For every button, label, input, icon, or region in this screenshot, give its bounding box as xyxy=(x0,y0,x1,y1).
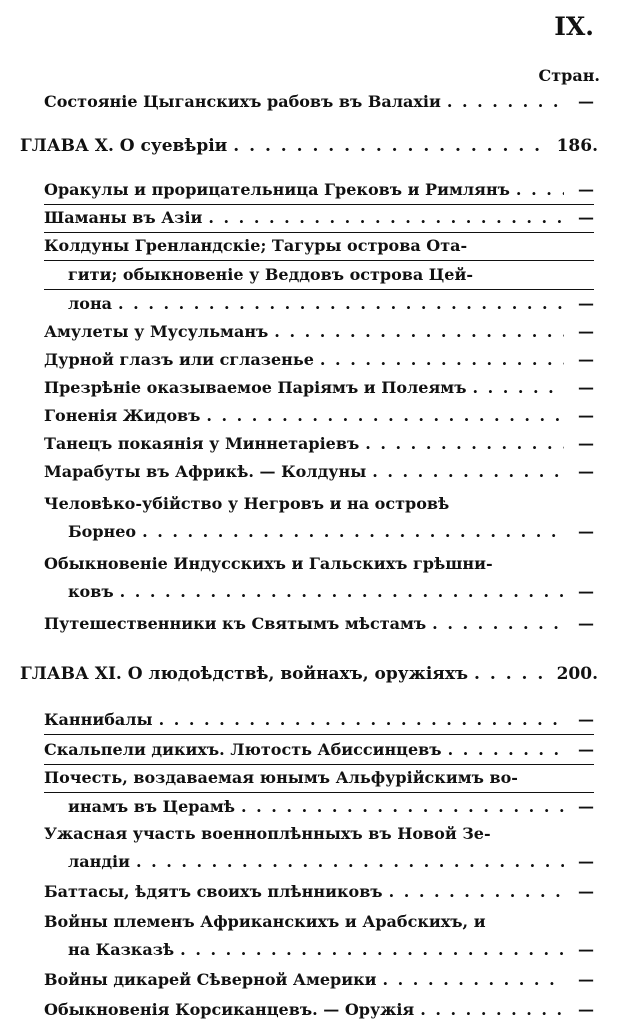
entry-text: ландiи xyxy=(68,852,130,871)
entry-text: гити; обыкновенiе у Веддовъ острова Цей- xyxy=(68,265,473,284)
toc-entry xyxy=(44,908,594,964)
entry-text: Гоненiя Жидовъ xyxy=(44,406,201,425)
toc-entry xyxy=(44,346,594,374)
chapter-heading xyxy=(20,660,598,688)
entry-text: Почесть, воздаваемая юнымъ Альфурiйскимъ во- xyxy=(44,768,518,787)
entry-text: Танецъ покаянiя у Миннетарiевъ xyxy=(44,434,360,453)
entry-text: Состоянiе Цыганскихъ рабовъ въ Валахiи xyxy=(44,92,441,111)
entry-page: — xyxy=(578,180,594,199)
chapter-page: 200. xyxy=(556,664,598,684)
entry-text: Шаманы въ Азiи xyxy=(44,208,203,227)
chapter-title: ГЛАВА X. О суевѣрiи xyxy=(20,136,228,156)
toc-entry xyxy=(44,878,594,906)
entry-text: Каннибалы xyxy=(44,710,153,729)
toc-entry xyxy=(44,706,594,735)
entry-text: Обыкновенiя Корсиканцевъ. — Оружiя xyxy=(44,1000,415,1019)
page-number: IX. xyxy=(554,12,594,41)
entry-page: — xyxy=(578,322,594,341)
entry-page: — xyxy=(578,378,594,397)
entry-text: Оракулы и прорицательница Грековъ и Римлянъ xyxy=(44,180,510,199)
toc-entry xyxy=(44,88,594,116)
entry-page: — xyxy=(578,350,594,369)
page-column-label: Стран. xyxy=(538,66,600,85)
entry-page: — xyxy=(578,1000,594,1019)
entry-page: — xyxy=(578,882,594,901)
entry-text: Путешественники къ Святымъ мѣстамъ xyxy=(44,614,427,633)
entry-page: — xyxy=(578,614,594,633)
entry-page: — xyxy=(578,940,594,959)
entry-page: — xyxy=(578,522,594,541)
entry-text: Скальпели дикихъ. Лютость Абиссинцевъ xyxy=(44,740,442,759)
entry-text: Человѣко-убiйство у Негровъ и на островѣ xyxy=(44,494,450,513)
entry-text: на Казказѣ xyxy=(68,940,175,959)
entry-page: — xyxy=(578,406,594,425)
toc-entry xyxy=(44,764,594,821)
toc-entry xyxy=(44,610,594,638)
toc-entry xyxy=(44,736,594,765)
entry-text: Баттасы, ѣдятъ своихъ плѣнниковъ xyxy=(44,882,383,901)
toc-entry xyxy=(44,374,594,402)
entry-text: инамъ въ Церамѣ xyxy=(68,793,235,821)
chapter-page: 186. xyxy=(556,136,598,156)
entry-page: — xyxy=(578,92,594,111)
entry-text: ковъ xyxy=(68,582,114,601)
entry-page: — xyxy=(578,797,594,816)
toc-entry xyxy=(44,550,594,606)
toc-entry xyxy=(44,966,594,994)
toc-entry xyxy=(44,318,594,346)
entry-text: лона xyxy=(68,290,112,318)
toc-entry xyxy=(44,402,594,430)
entry-text: Ужасная участь военноплѣнныхъ въ Новой Зе- xyxy=(44,824,491,843)
toc-entry xyxy=(44,176,594,205)
toc-entry xyxy=(44,232,594,318)
chapter-heading xyxy=(20,132,598,160)
entry-text: Борнео xyxy=(68,522,137,541)
entry-page: — xyxy=(578,294,594,313)
toc-entry xyxy=(44,458,594,486)
entry-text: Марабуты въ Африкѣ. — Колдуны xyxy=(44,462,367,481)
entry-text: Обыкновенiе Индусскихъ и Гальскихъ грѣшни- xyxy=(44,554,493,573)
toc-entry xyxy=(44,204,594,233)
entry-text: Презрѣнiе оказываемое Парiямъ и Полеямъ xyxy=(44,378,467,397)
toc-entry xyxy=(44,820,594,876)
chapter-title: ГЛАВА XI. О людоѣдствѣ, войнахъ, оружiяхъ xyxy=(20,660,468,688)
entry-text: Войны племенъ Африканскихъ и Арабскихъ, и xyxy=(44,912,486,931)
toc-entry xyxy=(44,996,594,1024)
entry-page: — xyxy=(578,970,594,989)
toc-entry xyxy=(44,490,594,546)
entry-text: Колдуны Гренландскiе; Тагуры острова Ота- xyxy=(44,236,468,255)
entry-page: — xyxy=(578,740,594,759)
entry-page: — xyxy=(578,434,594,453)
entry-text: Войны дикарей Сѣверной Америки xyxy=(44,970,377,989)
entry-page: — xyxy=(578,462,594,481)
entry-text: Амулеты у Мусульманъ xyxy=(44,322,269,341)
toc-entry xyxy=(44,430,594,458)
entry-page: — xyxy=(578,852,594,871)
entry-page: — xyxy=(578,710,594,729)
entry-page: — xyxy=(578,208,594,227)
entry-text: Дурной глазъ или сглазенье xyxy=(44,350,314,369)
entry-page: — xyxy=(578,582,594,601)
